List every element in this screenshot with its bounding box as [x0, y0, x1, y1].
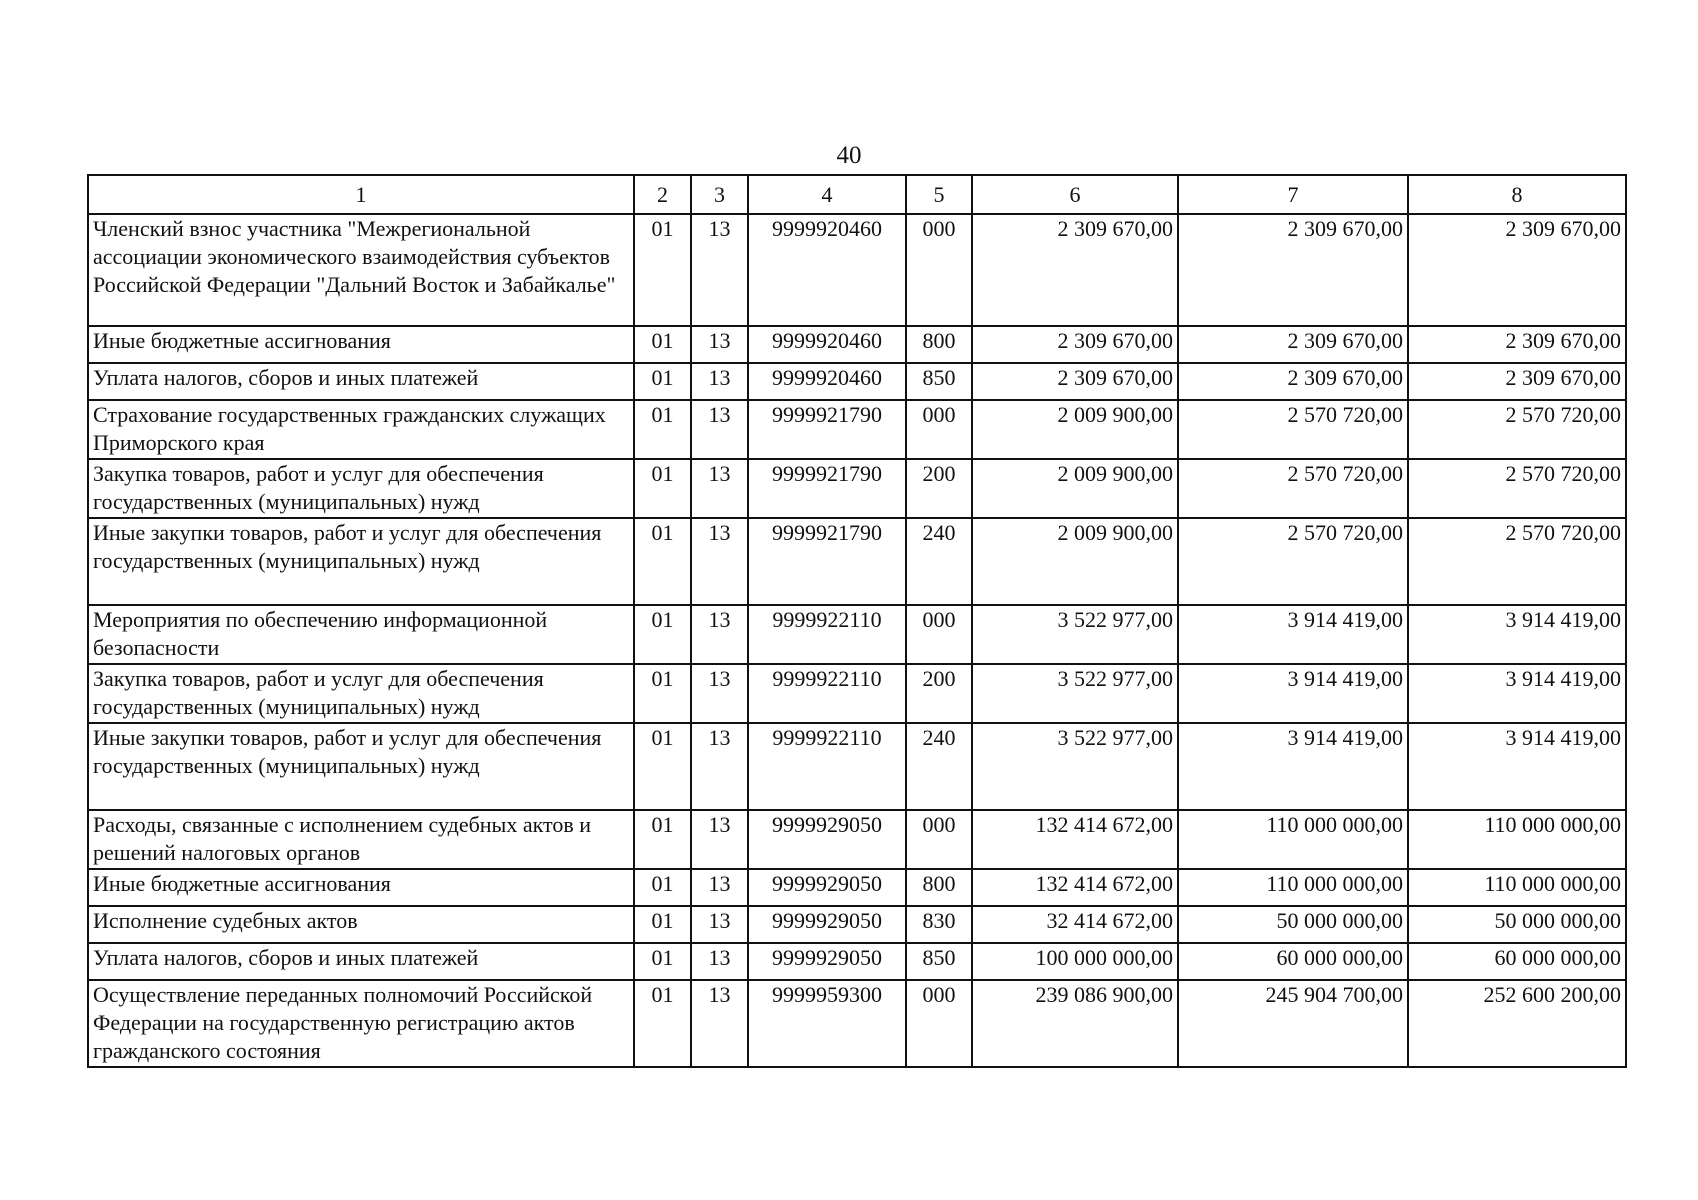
amount-col6-cell: 100 000 000,00 [972, 943, 1178, 980]
table-row [88, 214, 1626, 326]
row-name-cell: Закупка товаров, работ и услуг для обеспечения государственных (муниципальных) нужд [88, 459, 634, 518]
subsection-code-cell: 13 [691, 400, 748, 459]
header-row [88, 175, 1626, 214]
target-article-cell: 9999920460 [748, 363, 906, 400]
amount-col8-cell: 3 914 419,00 [1408, 605, 1626, 664]
subsection-code-cell: 13 [691, 605, 748, 664]
row-name-cell: Исполнение судебных актов [88, 906, 634, 943]
amount-col7-cell: 3 914 419,00 [1178, 723, 1408, 810]
table-row [88, 518, 1626, 605]
expense-type-cell: 000 [906, 810, 972, 869]
row-name-cell: Уплата налогов, сборов и иных платежей [88, 363, 634, 400]
subsection-code-cell: 13 [691, 943, 748, 980]
section-code-cell: 01 [634, 664, 691, 723]
amount-col6-cell: 32 414 672,00 [972, 906, 1178, 943]
amount-col7-cell: 2 570 720,00 [1178, 459, 1408, 518]
amount-col6-cell: 3 522 977,00 [972, 664, 1178, 723]
column-header: 7 [1178, 175, 1408, 214]
expense-type-cell: 000 [906, 605, 972, 664]
section-code-cell: 01 [634, 518, 691, 605]
row-name-cell: Иные закупки товаров, работ и услуг для обеспечения государственных (муниципальных) нужд [88, 518, 634, 605]
section-code-cell: 01 [634, 943, 691, 980]
subsection-code-cell: 13 [691, 326, 748, 363]
section-code-cell: 01 [634, 459, 691, 518]
subsection-code-cell: 13 [691, 869, 748, 906]
subsection-code-cell: 13 [691, 459, 748, 518]
table-row [88, 723, 1626, 810]
section-code-cell: 01 [634, 363, 691, 400]
target-article-cell: 9999920460 [748, 214, 906, 326]
budget-table [87, 174, 1627, 1068]
row-name-cell: Иные бюджетные ассигнования [88, 326, 634, 363]
subsection-code-cell: 13 [691, 363, 748, 400]
amount-col6-cell: 132 414 672,00 [972, 869, 1178, 906]
expense-type-cell: 800 [906, 326, 972, 363]
table-row [88, 459, 1626, 518]
amount-col6-cell: 3 522 977,00 [972, 723, 1178, 810]
subsection-code-cell: 13 [691, 518, 748, 605]
amount-col8-cell: 2 570 720,00 [1408, 518, 1626, 605]
column-header: 2 [634, 175, 691, 214]
expense-type-cell: 000 [906, 214, 972, 326]
amount-col8-cell: 110 000 000,00 [1408, 869, 1626, 906]
table-row [88, 943, 1626, 980]
target-article-cell: 9999921790 [748, 459, 906, 518]
amount-col7-cell: 2 570 720,00 [1178, 518, 1408, 605]
amount-col7-cell: 110 000 000,00 [1178, 810, 1408, 869]
target-article-cell: 9999922110 [748, 664, 906, 723]
amount-col6-cell: 2 309 670,00 [972, 326, 1178, 363]
target-article-cell: 9999922110 [748, 723, 906, 810]
column-header: 5 [906, 175, 972, 214]
row-name-cell: Иные бюджетные ассигнования [88, 869, 634, 906]
expense-type-cell: 830 [906, 906, 972, 943]
column-header: 6 [972, 175, 1178, 214]
table-row [88, 869, 1626, 906]
amount-col8-cell: 2 570 720,00 [1408, 459, 1626, 518]
amount-col8-cell: 252 600 200,00 [1408, 980, 1626, 1067]
amount-col6-cell: 2 009 900,00 [972, 518, 1178, 605]
amount-col7-cell: 2 309 670,00 [1178, 363, 1408, 400]
amount-col7-cell: 3 914 419,00 [1178, 605, 1408, 664]
amount-col7-cell: 110 000 000,00 [1178, 869, 1408, 906]
page-number: 40 [836, 142, 862, 169]
row-name-cell: Осуществление переданных полномочий Российской Федерации на государственную регистрацию актов гражданского состояния [88, 980, 634, 1067]
section-code-cell: 01 [634, 906, 691, 943]
amount-col7-cell: 245 904 700,00 [1178, 980, 1408, 1067]
amount-col7-cell: 2 309 670,00 [1178, 214, 1408, 326]
expense-type-cell: 240 [906, 518, 972, 605]
column-header: 8 [1408, 175, 1626, 214]
amount-col8-cell: 2 309 670,00 [1408, 326, 1626, 363]
expense-type-cell: 850 [906, 943, 972, 980]
section-code-cell: 01 [634, 214, 691, 326]
section-code-cell: 01 [634, 723, 691, 810]
subsection-code-cell: 13 [691, 980, 748, 1067]
amount-col6-cell: 2 009 900,00 [972, 459, 1178, 518]
row-name-cell: Страхование государственных гражданских служащих Приморского края [88, 400, 634, 459]
target-article-cell: 9999929050 [748, 943, 906, 980]
amount-col8-cell: 110 000 000,00 [1408, 810, 1626, 869]
amount-col8-cell: 60 000 000,00 [1408, 943, 1626, 980]
row-name-cell: Мероприятия по обеспечению информационной безопасности [88, 605, 634, 664]
amount-col6-cell: 2 309 670,00 [972, 363, 1178, 400]
amount-col7-cell: 3 914 419,00 [1178, 664, 1408, 723]
column-header: 3 [691, 175, 748, 214]
table-row [88, 326, 1626, 363]
amount-col6-cell: 2 009 900,00 [972, 400, 1178, 459]
amount-col8-cell: 3 914 419,00 [1408, 664, 1626, 723]
amount-col8-cell: 2 309 670,00 [1408, 363, 1626, 400]
section-code-cell: 01 [634, 605, 691, 664]
row-name-cell: Иные закупки товаров, работ и услуг для обеспечения государственных (муниципальных) нужд [88, 723, 634, 810]
subsection-code-cell: 13 [691, 906, 748, 943]
column-header: 1 [88, 175, 634, 214]
amount-col7-cell: 2 570 720,00 [1178, 400, 1408, 459]
table-row [88, 980, 1626, 1067]
section-code-cell: 01 [634, 869, 691, 906]
target-article-cell: 9999929050 [748, 869, 906, 906]
table-row [88, 906, 1626, 943]
amount-col6-cell: 239 086 900,00 [972, 980, 1178, 1067]
amount-col7-cell: 50 000 000,00 [1178, 906, 1408, 943]
target-article-cell: 9999959300 [748, 980, 906, 1067]
target-article-cell: 9999922110 [748, 605, 906, 664]
expense-type-cell: 200 [906, 664, 972, 723]
expense-type-cell: 850 [906, 363, 972, 400]
amount-col8-cell: 3 914 419,00 [1408, 723, 1626, 810]
expense-type-cell: 000 [906, 400, 972, 459]
table-row [88, 810, 1626, 869]
row-name-cell: Закупка товаров, работ и услуг для обеспечения государственных (муниципальных) нужд [88, 664, 634, 723]
expense-type-cell: 200 [906, 459, 972, 518]
expense-type-cell: 800 [906, 869, 972, 906]
target-article-cell: 9999921790 [748, 518, 906, 605]
row-name-cell: Расходы, связанные с исполнением судебных актов и решений налоговых органов [88, 810, 634, 869]
table-row [88, 363, 1626, 400]
section-code-cell: 01 [634, 810, 691, 869]
target-article-cell: 9999921790 [748, 400, 906, 459]
amount-col8-cell: 2 309 670,00 [1408, 214, 1626, 326]
section-code-cell: 01 [634, 326, 691, 363]
column-header: 4 [748, 175, 906, 214]
target-article-cell: 9999929050 [748, 810, 906, 869]
expense-type-cell: 000 [906, 980, 972, 1067]
section-code-cell: 01 [634, 980, 691, 1067]
subsection-code-cell: 13 [691, 214, 748, 326]
expense-type-cell: 240 [906, 723, 972, 810]
target-article-cell: 9999920460 [748, 326, 906, 363]
subsection-code-cell: 13 [691, 723, 748, 810]
target-article-cell: 9999929050 [748, 906, 906, 943]
amount-col6-cell: 132 414 672,00 [972, 810, 1178, 869]
table-body [88, 214, 1626, 1067]
amount-col8-cell: 2 570 720,00 [1408, 400, 1626, 459]
table-row [88, 400, 1626, 459]
amount-col7-cell: 60 000 000,00 [1178, 943, 1408, 980]
subsection-code-cell: 13 [691, 664, 748, 723]
section-code-cell: 01 [634, 400, 691, 459]
amount-col6-cell: 2 309 670,00 [972, 214, 1178, 326]
amount-col8-cell: 50 000 000,00 [1408, 906, 1626, 943]
subsection-code-cell: 13 [691, 810, 748, 869]
row-name-cell: Уплата налогов, сборов и иных платежей [88, 943, 634, 980]
table-row [88, 605, 1626, 664]
row-name-cell: Членский взнос участника "Межрегиональной ассоциации экономического взаимодействия субъектов Российской Федерации "Дальний Восток и Забайкалье" [88, 214, 634, 326]
amount-col7-cell: 2 309 670,00 [1178, 326, 1408, 363]
table-row [88, 664, 1626, 723]
amount-col6-cell: 3 522 977,00 [972, 605, 1178, 664]
